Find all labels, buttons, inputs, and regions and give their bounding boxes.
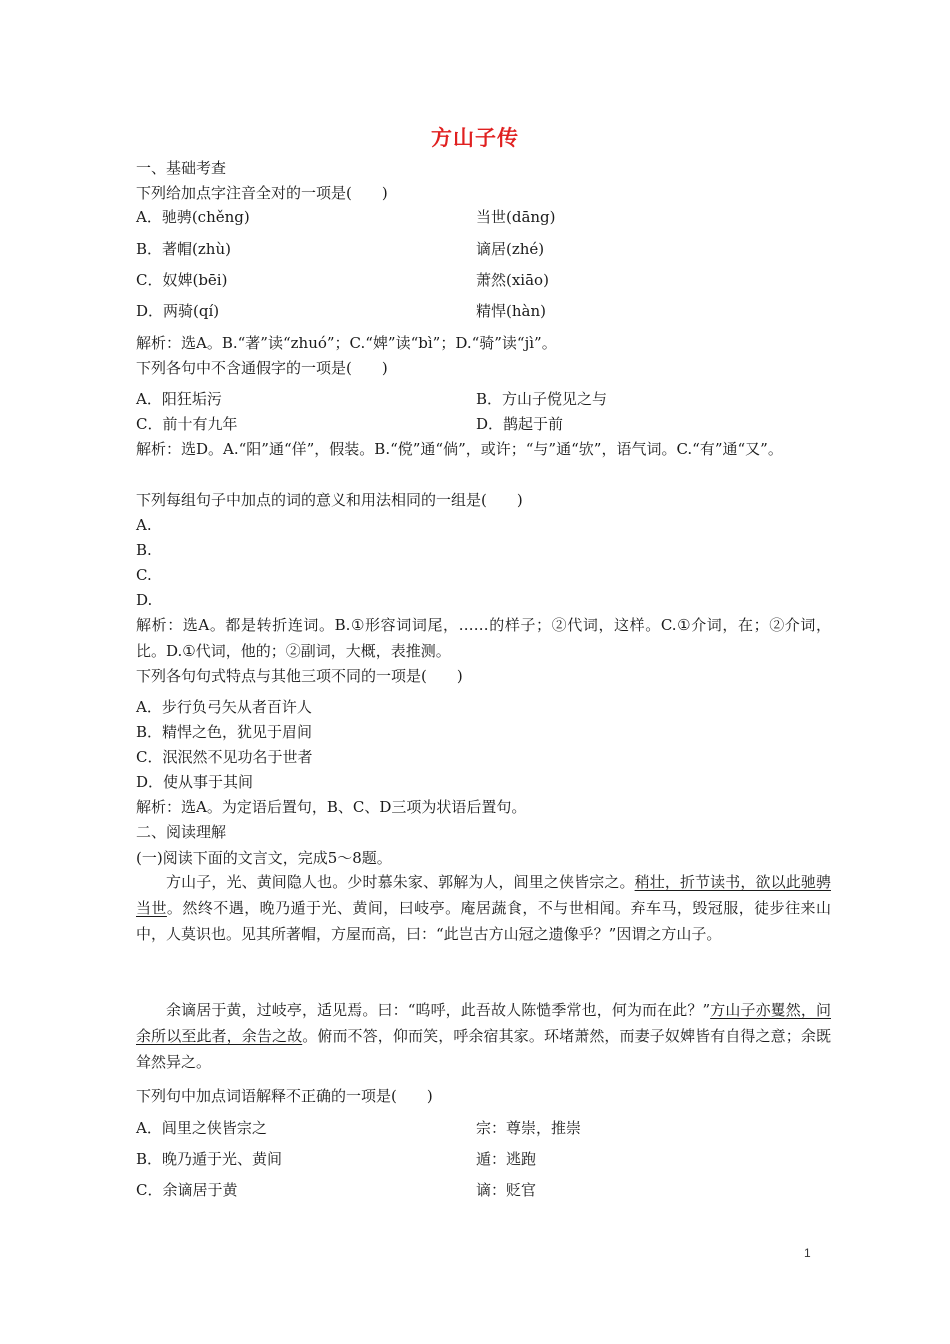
page-title: 方山子传: [431, 126, 519, 150]
passage-text: 。然终不遇，晚乃遁于光、黄间，曰岐亭。庵居蔬食，不与世相闻。弃车马，毁冠服，徒步往来山中，人莫识也。见其所著帽，方屋而高，曰：“此岂古方山冠之遗像乎？”因谓之方山子。: [136, 899, 831, 943]
option-c: C.: [136, 566, 152, 584]
option-c-right: 萧然(xiāo): [476, 271, 549, 289]
passage-text: 余谪居于黄，过岐亭，适见焉。曰：“呜呼，此吾故人陈慥季常也，何为而在此？”: [166, 1001, 711, 1019]
option-d: D．使从事于其间: [136, 773, 254, 791]
option-d: D．鹊起于前: [476, 415, 564, 433]
underlined-sentence: 方山子亦矍然，问余所以至此者，余告之故: [136, 1001, 831, 1045]
option-d-right: 精悍(hàn): [476, 302, 546, 320]
question-stem: 下列每组句子中加点的词的意义和用法相同的一组是( ): [136, 491, 523, 509]
page-number: 1: [804, 1246, 811, 1260]
question-stem: 下列各句句式特点与其他三项不同的一项是( ): [136, 667, 463, 685]
option-a: A．步行负弓矢从者百许人: [136, 698, 312, 716]
passage-paragraph: [136, 997, 831, 1075]
analysis-text: 解析：选D。A.“阳”通“佯”，假装。B.“傥”通“倘”，或许；“与”通“欤”，语气词。C.“有”通“又”。: [136, 440, 783, 458]
passage-text: 。俯而不答，仰而笑，呼余宿其家。环堵萧然，而妻子奴婢皆有自得之意；余既耸然异之。: [136, 1027, 831, 1071]
option-b-left: B．著帽(zhù): [136, 240, 231, 258]
reading-instructions: (一)阅读下面的文言文，完成5～8题。: [136, 849, 392, 867]
analysis-text: 解析：选A。B.“著”读“zhuó”；C.“婢”读“bì”；D.“骑”读“jì”。: [136, 334, 557, 352]
option-b-left: B．晚乃遁于光、黄间: [136, 1150, 283, 1168]
passage-paragraph: [136, 869, 831, 947]
option-a: A．阳狂垢污: [136, 390, 222, 408]
underlined-sentence: 稍壮，折节读书，欲以此驰骋当世: [136, 873, 831, 917]
option-a-left: A．驰骋(chěng): [136, 208, 250, 226]
section-heading: 一、基础考查: [136, 159, 227, 177]
option-a-right: 当世(dāng): [476, 208, 556, 226]
option-d: D.: [136, 591, 153, 609]
option-c: C．前十有九年: [136, 415, 238, 433]
question-stem: 下列给加点字注音全对的一项是( ): [136, 184, 388, 202]
option-a: A.: [136, 516, 152, 534]
option-a-right: 宗：尊崇，推崇: [476, 1119, 582, 1137]
question-stem: 下列句中加点词语解释不正确的一项是( ): [136, 1087, 433, 1105]
option-c-left: C．奴婢(bēi): [136, 271, 228, 289]
analysis-text: 解析：选A。都是转折连词。B.①形容词词尾，……的样子；②代词，这样。C.①介词，在；②介词，比。D.①代词，他的；②副词，大概，表推测。: [136, 616, 831, 660]
option-b: B．方山子傥见之与: [476, 390, 608, 408]
question-stem: 下列各句中不含通假字的一项是( ): [136, 359, 388, 377]
option-c-left: C．余谪居于黄: [136, 1181, 238, 1199]
option-b-right: 谪居(zhé): [476, 240, 545, 258]
option-b-right: 遁：逃跑: [476, 1150, 537, 1168]
option-d-left: D．两骑(qí): [136, 302, 220, 320]
section-heading: 二、阅读理解: [136, 823, 227, 841]
option-b: B.: [136, 541, 152, 559]
option-b: B．精悍之色，犹见于眉间: [136, 723, 313, 741]
passage-text: 方山子，光、黄间隐人也。少时慕朱家、郭解为人，闾里之侠皆宗之。: [166, 873, 635, 891]
option-c: C．泯泯然不见功名于世者: [136, 748, 313, 766]
option-c-right: 谪：贬官: [476, 1181, 537, 1199]
option-a-left: A．闾里之侠皆宗之: [136, 1119, 267, 1137]
analysis-text: 解析：选A。为定语后置句，B、C、D三项为状语后置句。: [136, 798, 527, 816]
